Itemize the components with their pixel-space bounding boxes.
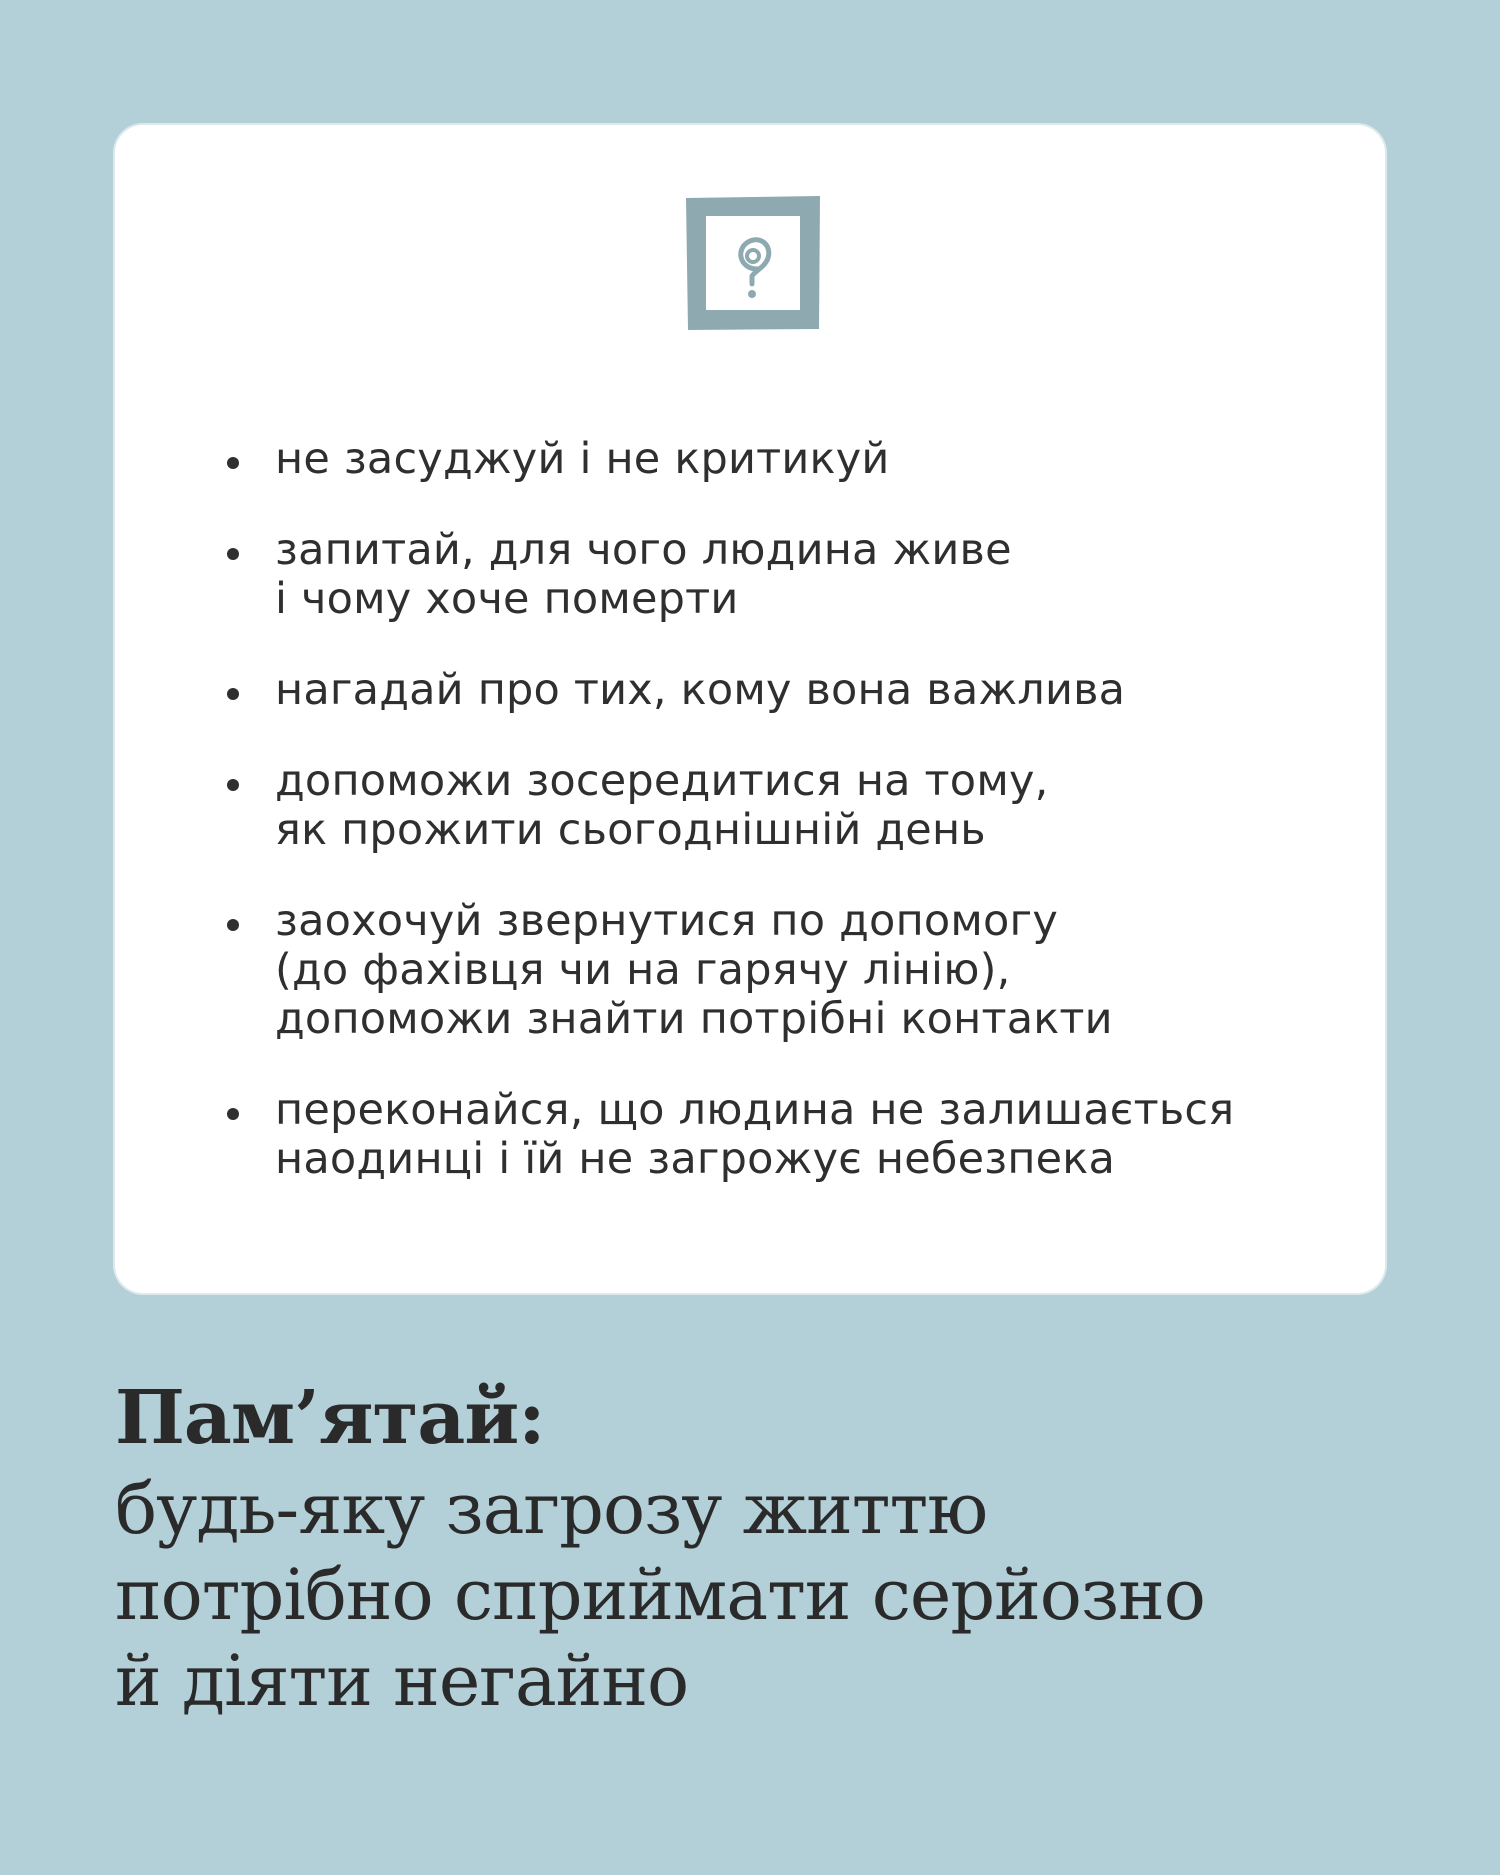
tip-line: і чому хоче померти [275, 574, 739, 624]
list-item [225, 897, 1345, 1044]
tips-card [115, 125, 1385, 1293]
remember-title: Пам’ятай: [115, 1375, 545, 1461]
tip-line: заохочуй звернутися по допомогу [275, 896, 1058, 946]
tip-line: наодинці і їй не загрожує небезпека [275, 1134, 1116, 1184]
list-item [225, 435, 1345, 484]
remember-line: будь-яку загрозу життю [115, 1468, 988, 1550]
tip-line: не засуджуй і не критикуй [275, 434, 890, 484]
remember-line: потрібно сприймати серйозно [115, 1554, 1205, 1636]
tip-line: допоможи знайти потрібні контакти [275, 994, 1113, 1044]
list-item [225, 526, 1345, 624]
remember-section [115, 1370, 1415, 1724]
tips-list [225, 435, 1345, 1226]
list-item [225, 757, 1345, 855]
tip-line: допоможи зосередитися на тому, [275, 756, 1049, 806]
tip-line: переконайся, що людина не залишається [275, 1085, 1235, 1135]
tip-line: нагадай про тих, кому вона важлива [275, 665, 1126, 715]
tip-line: запитай, для чого людина живе [275, 525, 1012, 575]
square-frame-question-icon [680, 190, 825, 335]
remember-line: й діяти негайно [115, 1640, 689, 1722]
list-item [225, 1086, 1345, 1184]
tip-line: (до фахівця чи на гарячу лінію), [275, 945, 1011, 995]
list-item [225, 666, 1345, 715]
tip-line: як прожити сьогоднішній день [275, 805, 986, 855]
